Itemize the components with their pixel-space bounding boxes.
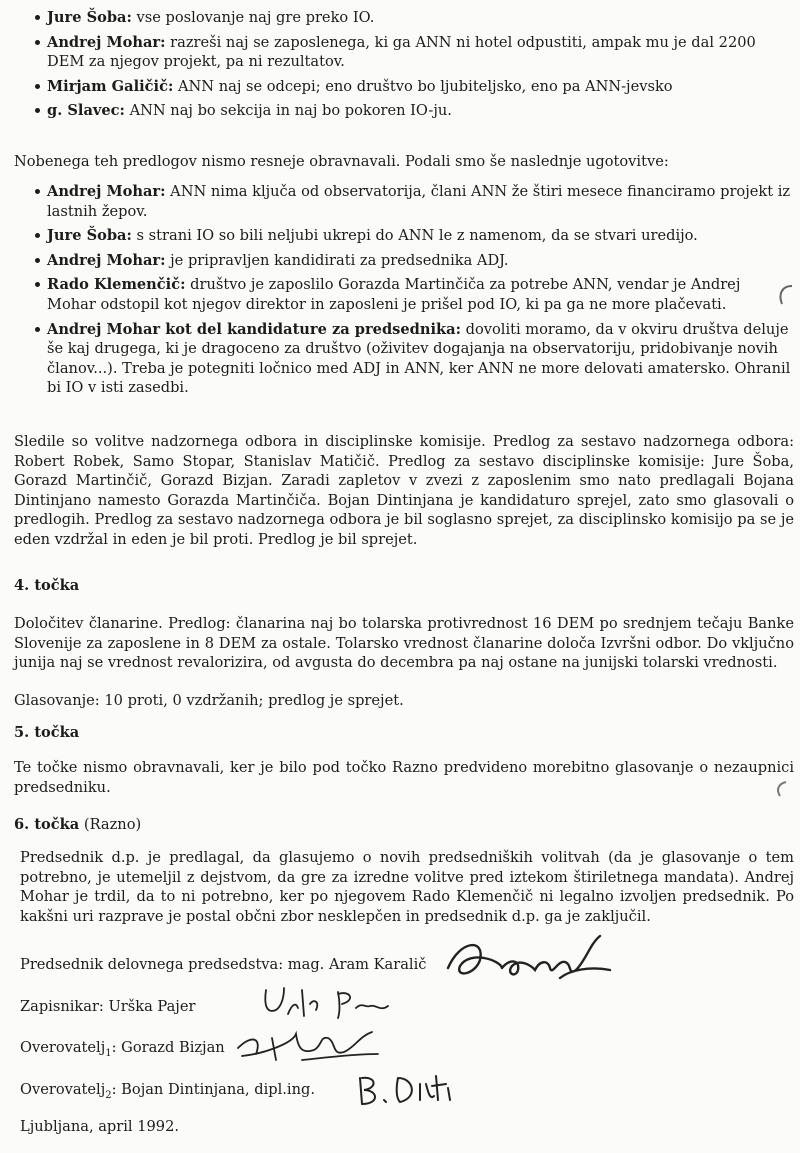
elections-paragraph: Sledile so volitve nadzornega odbora in disciplinske komisije. Predlog za sestavo nadzornega odbora: Robert Robek, Samo Stopar, Stanislav Matičič. Predlog za sestavo disciplinske komisije: Jure Šoba, Gorazd Martinčič, Gorazd Bizjan. Zaradi zapletov v zvezi z zaposlenim smo nato predlagali Bojana Dintinjano namesto Gorazda Martinčiča. Bojan Dintinjana je kandidaturo sprejel, zato smo glasovali o predlogih. Predlog za sestavo nadzornega odbora je bil soglasno sprejet, za disciplinsko komisijo pa se je eden vzdržal in eden je bil proti. Predlog je bil sprejet. <box>14 433 794 548</box>
signature-bizjan <box>232 1024 382 1068</box>
list-item: Jure Šoba: vse poslovanje naj gre preko IO. <box>0 8 792 28</box>
section-5-heading: 5. točka <box>14 724 80 741</box>
verifier-2-line: Overovatelj$_2$: Bojan Dintinjana, dipl.ing. <box>20 1081 315 1101</box>
scan-mark <box>770 778 790 806</box>
verifier-1-line: Overovatelj$_1$: Gorazd Bizjan <box>20 1039 225 1059</box>
place-date: Ljubljana, april 1992. <box>20 1118 179 1135</box>
list-item: Jure Šoba: s strani IO so bili neljubi ukrepi do ANN le z namenom, da se stvari uredijo. <box>0 226 792 246</box>
recorder-line: Zapisnikar: Urška Pajer <box>20 998 196 1015</box>
signature-karalic <box>440 930 615 990</box>
intro-paragraph: Nobenega teh predlogov nismo resneje obravnavali. Podali smo še naslednje ugotovitve: <box>14 153 669 170</box>
section-6-heading: 6. točka (Razno) <box>14 816 142 833</box>
list-item: Rado Klemenčič: društvo je zaposlilo Gorazda Martinčiča za potrebe ANN, vendar je Andrej Mohar odstopil kot njegov direktor in zaposleni je prišel pod IO, ki pa ga ne more plačevati. <box>0 275 792 314</box>
list-item: Andrej Mohar kot del kandidature za predsednika: dovoliti moramo, da v okviru društva deluje še kaj drugega, ki je dragoceno za društvo (oživitev dogajanja na observatoriju, pridobivanje novih članov...). Treba je potegniti ločnico med ADJ in ANN, ker ANN ne more delovati amatersko. Ohranil bi IO v isti zasedbi. <box>0 320 792 398</box>
president-line: Predsednik delovnega predsedstva: mag. Aram Karalič <box>20 956 427 973</box>
list-item: g. Slavec: ANN naj bo sekcija in naj bo pokoren IO-ju. <box>0 101 792 121</box>
section-4-heading: 4. točka <box>14 577 80 594</box>
section-5-paragraph: Te točke nismo obravnavali, ker je bilo pod točko Razno predvideno morebitno glasovanje o nezaupnici predsedniku. <box>14 759 794 796</box>
section-4-paragraph: Določitev članarine. Predlog: članarina naj bo tolarska protivrednost 16 DEM po srednjem tečaju Banke Slovenije za zaposlene in 8 DEM za ostale. Tolarsko vrednost članarine določa Izvršni odbor. Do vključno junija naj se vrednost revalorizira, od avgusta do decembra pa naj ostane na junijski tolarski vrednosti. <box>14 615 794 672</box>
list-item: Andrej Mohar: razreši naj se zaposlenega, ki ga ANN ni hotel odpustiti, ampak mu je dal 2200 DEM za njegov projekt, pa ni rezultatov. <box>0 33 792 72</box>
signature-pajer <box>258 984 398 1024</box>
section-4-vote: Glasovanje: 10 proti, 0 vzdržanih; predlog je sprejet. <box>14 692 404 709</box>
list-item: Mirjam Galičič: ANN naj se odcepi; eno društvo bo ljubiteljsko, eno pa ANN-jevsko <box>0 77 792 97</box>
list-item: Andrej Mohar: ANN nima ključa od observatorija, člani ANN že štiri mesece financiramo projekt iz lastnih žepov. <box>0 182 792 221</box>
signature-dintinjana <box>352 1070 462 1110</box>
proposals-list <box>0 8 792 126</box>
scan-mark <box>774 282 796 314</box>
list-item: Andrej Mohar: je pripravljen kandidirati za predsednika ADJ. <box>0 251 792 271</box>
section-6-paragraph: Predsednik d.p. je predlagal, da glasujemo o novih predsedniških volitvah (da je glasovanje o tem potrebno, je utemeljil z dejstvom, da gre za izredne volitve pred iztekom štiriletnega mandata). Andrej Mohar je trdil, da to ni potrebno, ker po njegovem Rado Klemenčič ni legalno izvoljen predsednik. Po kakšni uri razprave je postal občni zbor nesklepčen in predsednik d.p. ga je zaključil. <box>20 849 794 925</box>
findings-list <box>0 182 792 403</box>
